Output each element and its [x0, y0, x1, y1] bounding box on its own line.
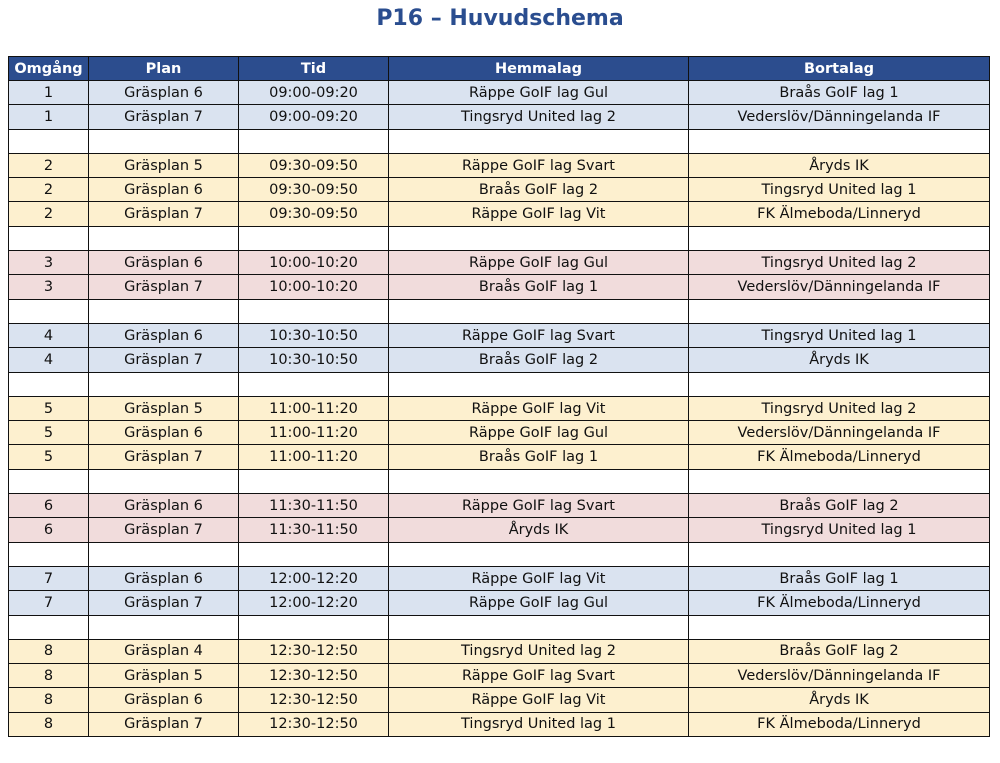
cell-round: 2 [9, 153, 89, 177]
empty-cell [89, 129, 239, 153]
empty-cell [239, 542, 389, 566]
cell-away-team: Tingsryd United lag 2 [689, 396, 990, 420]
cell-home-team: Räppe GoIF lag Gul [389, 421, 689, 445]
cell-home-team: Braås GoIF lag 1 [389, 445, 689, 469]
table-row [9, 323, 990, 347]
empty-cell [239, 129, 389, 153]
cell-round: 6 [9, 518, 89, 542]
spacer-row [9, 615, 990, 639]
page-title: P16 – Huvudschema [376, 6, 624, 31]
cell-time: 11:30-11:50 [239, 518, 389, 542]
empty-cell [9, 299, 89, 323]
header-plan: Plan [89, 57, 239, 81]
empty-cell [689, 372, 990, 396]
cell-plan: Gräsplan 7 [89, 712, 239, 736]
table-row [9, 202, 990, 226]
empty-cell [239, 299, 389, 323]
cell-away-team: FK Älmeboda/Linneryd [689, 712, 990, 736]
cell-plan: Gräsplan 5 [89, 664, 239, 688]
spacer-row [9, 542, 990, 566]
cell-time: 09:00-09:20 [239, 105, 389, 129]
header-away-team: Bortalag [689, 57, 990, 81]
empty-cell [89, 469, 239, 493]
cell-home-team: Räppe GoIF lag Vit [389, 202, 689, 226]
cell-away-team: Vederslöv/Dänningelanda IF [689, 275, 990, 299]
cell-round: 6 [9, 494, 89, 518]
header-time: Tid [239, 57, 389, 81]
cell-home-team: Räppe GoIF lag Gul [389, 251, 689, 275]
table-row [9, 566, 990, 590]
cell-away-team: Vederslöv/Dänningelanda IF [689, 105, 990, 129]
cell-plan: Gräsplan 6 [89, 421, 239, 445]
table-row [9, 105, 990, 129]
spacer-row [9, 226, 990, 250]
cell-round: 5 [9, 396, 89, 420]
cell-round: 2 [9, 178, 89, 202]
spacer-row [9, 469, 990, 493]
empty-cell [9, 372, 89, 396]
cell-time: 11:30-11:50 [239, 494, 389, 518]
empty-cell [389, 615, 689, 639]
cell-plan: Gräsplan 7 [89, 591, 239, 615]
cell-plan: Gräsplan 7 [89, 445, 239, 469]
cell-time: 09:30-09:50 [239, 153, 389, 177]
cell-home-team: Räppe GoIF lag Svart [389, 494, 689, 518]
cell-home-team: Räppe GoIF lag Vit [389, 396, 689, 420]
cell-plan: Gräsplan 6 [89, 566, 239, 590]
empty-cell [89, 372, 239, 396]
table-row [9, 664, 990, 688]
empty-cell [689, 469, 990, 493]
empty-cell [239, 469, 389, 493]
cell-plan: Gräsplan 6 [89, 494, 239, 518]
cell-round: 8 [9, 664, 89, 688]
table-row [9, 81, 990, 105]
cell-time: 11:00-11:20 [239, 445, 389, 469]
cell-plan: Gräsplan 6 [89, 81, 239, 105]
cell-time: 10:30-10:50 [239, 323, 389, 347]
cell-time: 12:30-12:50 [239, 688, 389, 712]
cell-away-team: Åryds IK [689, 348, 990, 372]
schedule-table [8, 56, 990, 737]
table-row [9, 348, 990, 372]
cell-away-team: Tingsryd United lag 1 [689, 518, 990, 542]
cell-round: 3 [9, 275, 89, 299]
cell-away-team: Vederslöv/Dänningelanda IF [689, 421, 990, 445]
cell-time: 09:00-09:20 [239, 81, 389, 105]
cell-round: 7 [9, 566, 89, 590]
cell-away-team: Vederslöv/Dänningelanda IF [689, 664, 990, 688]
empty-cell [389, 469, 689, 493]
empty-cell [389, 372, 689, 396]
table-row [9, 251, 990, 275]
cell-plan: Gräsplan 5 [89, 153, 239, 177]
empty-cell [89, 299, 239, 323]
table-row [9, 494, 990, 518]
table-row [9, 518, 990, 542]
cell-round: 4 [9, 348, 89, 372]
cell-plan: Gräsplan 7 [89, 105, 239, 129]
cell-away-team: Tingsryd United lag 1 [689, 178, 990, 202]
cell-home-team: Räppe GoIF lag Svart [389, 153, 689, 177]
cell-time: 11:00-11:20 [239, 421, 389, 445]
cell-round: 7 [9, 591, 89, 615]
spacer-row [9, 299, 990, 323]
cell-time: 12:30-12:50 [239, 639, 389, 663]
table-row [9, 275, 990, 299]
cell-plan: Gräsplan 6 [89, 251, 239, 275]
cell-time: 11:00-11:20 [239, 396, 389, 420]
cell-plan: Gräsplan 6 [89, 323, 239, 347]
empty-cell [89, 615, 239, 639]
empty-cell [9, 469, 89, 493]
cell-away-team: Braås GoIF lag 2 [689, 639, 990, 663]
empty-cell [389, 226, 689, 250]
cell-plan: Gräsplan 4 [89, 639, 239, 663]
cell-home-team: Tingsryd United lag 2 [389, 105, 689, 129]
header-row [9, 57, 990, 81]
cell-time: 10:30-10:50 [239, 348, 389, 372]
cell-round: 8 [9, 639, 89, 663]
cell-time: 12:30-12:50 [239, 712, 389, 736]
cell-away-team: FK Älmeboda/Linneryd [689, 202, 990, 226]
cell-away-team: Åryds IK [689, 688, 990, 712]
empty-cell [9, 615, 89, 639]
empty-cell [239, 372, 389, 396]
cell-home-team: Räppe GoIF lag Svart [389, 664, 689, 688]
cell-round: 2 [9, 202, 89, 226]
empty-cell [689, 226, 990, 250]
empty-cell [389, 129, 689, 153]
cell-home-team: Tingsryd United lag 1 [389, 712, 689, 736]
cell-round: 3 [9, 251, 89, 275]
cell-plan: Gräsplan 6 [89, 178, 239, 202]
cell-away-team: Tingsryd United lag 2 [689, 251, 990, 275]
cell-round: 1 [9, 81, 89, 105]
cell-time: 12:00-12:20 [239, 591, 389, 615]
empty-cell [9, 542, 89, 566]
empty-cell [89, 542, 239, 566]
cell-home-team: Åryds IK [389, 518, 689, 542]
cell-round: 8 [9, 688, 89, 712]
spacer-row [9, 372, 990, 396]
cell-home-team: Braås GoIF lag 2 [389, 348, 689, 372]
empty-cell [689, 129, 990, 153]
cell-home-team: Räppe GoIF lag Svart [389, 323, 689, 347]
empty-cell [689, 615, 990, 639]
empty-cell [689, 542, 990, 566]
schedule-body [9, 81, 990, 737]
cell-plan: Gräsplan 7 [89, 518, 239, 542]
cell-round: 5 [9, 445, 89, 469]
cell-home-team: Braås GoIF lag 2 [389, 178, 689, 202]
cell-away-team: Åryds IK [689, 153, 990, 177]
cell-time: 09:30-09:50 [239, 202, 389, 226]
cell-plan: Gräsplan 7 [89, 202, 239, 226]
cell-time: 10:00-10:20 [239, 251, 389, 275]
cell-home-team: Tingsryd United lag 2 [389, 639, 689, 663]
cell-time: 09:30-09:50 [239, 178, 389, 202]
cell-plan: Gräsplan 7 [89, 348, 239, 372]
table-row [9, 178, 990, 202]
cell-home-team: Räppe GoIF lag Gul [389, 591, 689, 615]
table-row [9, 396, 990, 420]
header-round: Omgång [9, 57, 89, 81]
empty-cell [389, 299, 689, 323]
cell-plan: Gräsplan 6 [89, 688, 239, 712]
table-row [9, 591, 990, 615]
cell-round: 5 [9, 421, 89, 445]
empty-cell [89, 226, 239, 250]
empty-cell [239, 226, 389, 250]
cell-home-team: Räppe GoIF lag Vit [389, 688, 689, 712]
table-row [9, 688, 990, 712]
cell-round: 1 [9, 105, 89, 129]
cell-away-team: FK Älmeboda/Linneryd [689, 591, 990, 615]
cell-away-team: FK Älmeboda/Linneryd [689, 445, 990, 469]
cell-time: 12:00-12:20 [239, 566, 389, 590]
cell-round: 4 [9, 323, 89, 347]
cell-plan: Gräsplan 5 [89, 396, 239, 420]
cell-away-team: Tingsryd United lag 1 [689, 323, 990, 347]
table-row [9, 153, 990, 177]
cell-round: 8 [9, 712, 89, 736]
cell-home-team: Räppe GoIF lag Vit [389, 566, 689, 590]
table-row [9, 639, 990, 663]
cell-away-team: Braås GoIF lag 1 [689, 566, 990, 590]
empty-cell [689, 299, 990, 323]
empty-cell [9, 129, 89, 153]
header-home-team: Hemmalag [389, 57, 689, 81]
cell-time: 10:00-10:20 [239, 275, 389, 299]
spacer-row [9, 129, 990, 153]
cell-away-team: Braås GoIF lag 2 [689, 494, 990, 518]
cell-home-team: Braås GoIF lag 1 [389, 275, 689, 299]
empty-cell [239, 615, 389, 639]
cell-plan: Gräsplan 7 [89, 275, 239, 299]
cell-home-team: Räppe GoIF lag Gul [389, 81, 689, 105]
cell-away-team: Braås GoIF lag 1 [689, 81, 990, 105]
table-row [9, 445, 990, 469]
table-row [9, 421, 990, 445]
table-row [9, 712, 990, 736]
cell-time: 12:30-12:50 [239, 664, 389, 688]
empty-cell [9, 226, 89, 250]
empty-cell [389, 542, 689, 566]
